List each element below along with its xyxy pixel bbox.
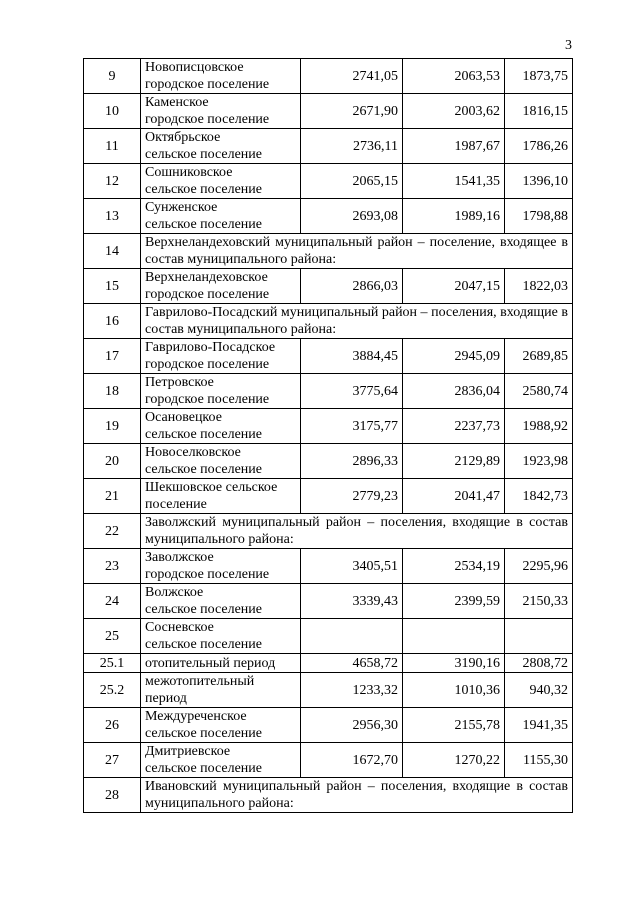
value-cell-v1: 2956,30 — [301, 708, 403, 743]
row-number: 15 — [84, 269, 141, 304]
row-number: 25.1 — [84, 654, 141, 673]
table-row — [84, 743, 573, 778]
district-heading: Заволжский муниципальный район – поселения, входящие в состав муниципального района: — [141, 514, 573, 549]
table-row — [84, 654, 573, 673]
settlement-name-line: сельское поселение — [145, 761, 262, 776]
settlement-name-line: поселение — [145, 497, 207, 512]
row-number: 28 — [84, 778, 141, 813]
settlement-name-line: Волжское — [145, 585, 204, 600]
value-cell-v2: 2047,15 — [403, 269, 505, 304]
page-number: 3 — [565, 38, 572, 53]
value-cell-v1: 3405,51 — [301, 549, 403, 584]
settlement-name-line: период — [145, 691, 187, 706]
settlement-name-line: межотопительный — [145, 674, 255, 689]
settlement-name — [141, 673, 301, 708]
settlement-name-line: Дмитриевское — [145, 744, 231, 759]
row-number: 16 — [84, 304, 141, 339]
value-cell-v2: 3190,16 — [403, 654, 505, 673]
settlement-name — [141, 374, 301, 409]
value-cell-v3: 1842,73 — [505, 479, 573, 514]
table-section-row — [84, 234, 573, 269]
settlement-name-line: Шекшовское сельское — [145, 480, 278, 495]
row-number: 25.2 — [84, 673, 141, 708]
settlement-name-line: Гаврилово-Посадское — [145, 340, 276, 355]
value-cell-v1: 3775,64 — [301, 374, 403, 409]
settlement-name-line: Сошниковское — [145, 165, 233, 180]
row-number: 17 — [84, 339, 141, 374]
table-row — [84, 199, 573, 234]
settlement-name-line: городское поселение — [145, 77, 270, 92]
settlement-name-line: сельское поселение — [145, 462, 262, 477]
value-cell-v2: 2945,09 — [403, 339, 505, 374]
value-cell-v2: 2237,73 — [403, 409, 505, 444]
settlement-name-line: Петровское — [145, 375, 214, 390]
row-number: 19 — [84, 409, 141, 444]
table-row — [84, 444, 573, 479]
row-number: 13 — [84, 199, 141, 234]
value-cell-v2: 2399,59 — [403, 584, 505, 619]
district-heading: Верхнеландеховский муниципальный район – поселение, входящее в состав муниципального района: — [141, 234, 573, 269]
value-cell-v1: 3339,43 — [301, 584, 403, 619]
value-cell-v1: 1233,32 — [301, 673, 403, 708]
table-row — [84, 708, 573, 743]
settlement-name — [141, 708, 301, 743]
value-cell-v3: 1941,35 — [505, 708, 573, 743]
settlement-name — [141, 743, 301, 778]
settlement-name — [141, 444, 301, 479]
value-cell-v2: 2003,62 — [403, 94, 505, 129]
value-cell-v1: 2065,15 — [301, 164, 403, 199]
row-number: 21 — [84, 479, 141, 514]
table-row — [84, 94, 573, 129]
table-row — [84, 673, 573, 708]
row-number: 12 — [84, 164, 141, 199]
row-number: 26 — [84, 708, 141, 743]
value-cell-v2: 1541,35 — [403, 164, 505, 199]
value-cell-v1: 2741,05 — [301, 59, 403, 94]
value-cell-v1: 3175,77 — [301, 409, 403, 444]
settlement-name-line: Осановецкое — [145, 410, 222, 425]
settlement-name — [141, 549, 301, 584]
value-cell-v2: 2155,78 — [403, 708, 505, 743]
table-row — [84, 374, 573, 409]
settlement-name-line: Заволжское — [145, 550, 214, 565]
table-row — [84, 129, 573, 164]
row-number: 25 — [84, 619, 141, 654]
table-row — [84, 339, 573, 374]
row-number: 11 — [84, 129, 141, 164]
settlement-name-line: Новоселковское — [145, 445, 241, 460]
settlement-name — [141, 199, 301, 234]
value-cell-v1: 1672,70 — [301, 743, 403, 778]
table-row — [84, 269, 573, 304]
settlement-name-line: сельское поселение — [145, 427, 262, 442]
settlement-name-line: городское поселение — [145, 112, 270, 127]
value-cell-v1: 4658,72 — [301, 654, 403, 673]
settlement-name-line: городское поселение — [145, 357, 270, 372]
table-row — [84, 409, 573, 444]
value-cell-v3: 2295,96 — [505, 549, 573, 584]
row-number: 9 — [84, 59, 141, 94]
table-section-row — [84, 778, 573, 813]
value-cell-v2: 2063,53 — [403, 59, 505, 94]
value-cell-v3: 2150,33 — [505, 584, 573, 619]
settlement-name-line: сельское поселение — [145, 182, 262, 197]
value-cell-v3: 1798,88 — [505, 199, 573, 234]
table-section-row — [84, 304, 573, 339]
table-row — [84, 584, 573, 619]
settlement-name — [141, 164, 301, 199]
settlement-name-line: Сунженское — [145, 200, 218, 215]
table-row — [84, 479, 573, 514]
value-cell-v1: 2693,08 — [301, 199, 403, 234]
value-cell-v2 — [403, 619, 505, 654]
value-cell-v3: 1873,75 — [505, 59, 573, 94]
settlement-name-line: сельское поселение — [145, 602, 262, 617]
value-cell-v3: 1786,26 — [505, 129, 573, 164]
value-cell-v2: 2129,89 — [403, 444, 505, 479]
table-body — [84, 59, 573, 813]
value-cell-v1: 2779,23 — [301, 479, 403, 514]
settlement-name-line: сельское поселение — [145, 217, 262, 232]
settlement-name — [141, 584, 301, 619]
value-cell-v3 — [505, 619, 573, 654]
value-cell-v2: 2041,47 — [403, 479, 505, 514]
value-cell-v2: 1989,16 — [403, 199, 505, 234]
value-cell-v1: 2896,33 — [301, 444, 403, 479]
settlement-name-line: отопительный период — [145, 655, 276, 671]
settlement-name-line: Верхнеландеховское — [145, 270, 268, 285]
row-number: 20 — [84, 444, 141, 479]
table-row — [84, 619, 573, 654]
settlement-name — [141, 129, 301, 164]
tariff-table — [83, 58, 573, 813]
value-cell-v1: 3884,45 — [301, 339, 403, 374]
value-cell-v3: 2808,72 — [505, 654, 573, 673]
row-number: 27 — [84, 743, 141, 778]
value-cell-v3: 940,32 — [505, 673, 573, 708]
table-section-row — [84, 514, 573, 549]
value-cell-v1: 2671,90 — [301, 94, 403, 129]
value-cell-v3: 2580,74 — [505, 374, 573, 409]
table-row — [84, 164, 573, 199]
value-cell-v3: 1923,98 — [505, 444, 573, 479]
settlement-name-line: сельское поселение — [145, 147, 262, 162]
value-cell-v2: 1987,67 — [403, 129, 505, 164]
value-cell-v2: 2836,04 — [403, 374, 505, 409]
settlement-name-line: Октябрьское — [145, 130, 221, 145]
value-cell-v2: 1010,36 — [403, 673, 505, 708]
value-cell-v2: 2534,19 — [403, 549, 505, 584]
value-cell-v1 — [301, 619, 403, 654]
settlement-name-line: Междуреченское — [145, 709, 247, 724]
row-number: 18 — [84, 374, 141, 409]
row-number: 22 — [84, 514, 141, 549]
value-cell-v3: 1988,92 — [505, 409, 573, 444]
settlement-name-line: Каменское — [145, 95, 209, 110]
settlement-name — [141, 654, 301, 673]
settlement-name — [141, 619, 301, 654]
settlement-name-line: городское поселение — [145, 567, 270, 582]
row-number: 23 — [84, 549, 141, 584]
settlement-name-line: сельское поселение — [145, 726, 262, 741]
row-number: 24 — [84, 584, 141, 619]
value-cell-v1: 2736,11 — [301, 129, 403, 164]
settlement-name — [141, 94, 301, 129]
value-cell-v3: 1822,03 — [505, 269, 573, 304]
table-row — [84, 59, 573, 94]
settlement-name-line: Новописцовское — [145, 60, 244, 75]
settlement-name-line: городское поселение — [145, 287, 270, 302]
settlement-name — [141, 339, 301, 374]
row-number: 14 — [84, 234, 141, 269]
value-cell-v3: 2689,85 — [505, 339, 573, 374]
value-cell-v3: 1155,30 — [505, 743, 573, 778]
settlement-name-line: сельское поселение — [145, 637, 262, 652]
settlement-name — [141, 409, 301, 444]
value-cell-v3: 1816,15 — [505, 94, 573, 129]
district-heading: Гаврилово-Посадский муниципальный район – поселения, входящие в состав муниципального района: — [141, 304, 573, 339]
settlement-name — [141, 59, 301, 94]
settlement-name-line: городское поселение — [145, 392, 270, 407]
settlement-name — [141, 269, 301, 304]
value-cell-v2: 1270,22 — [403, 743, 505, 778]
table-row — [84, 549, 573, 584]
value-cell-v1: 2866,03 — [301, 269, 403, 304]
district-heading: Ивановский муниципальный район – поселения, входящие в состав муниципального района: — [141, 778, 573, 813]
settlement-name — [141, 479, 301, 514]
settlement-name-line: Сосневское — [145, 620, 214, 635]
row-number: 10 — [84, 94, 141, 129]
value-cell-v3: 1396,10 — [505, 164, 573, 199]
